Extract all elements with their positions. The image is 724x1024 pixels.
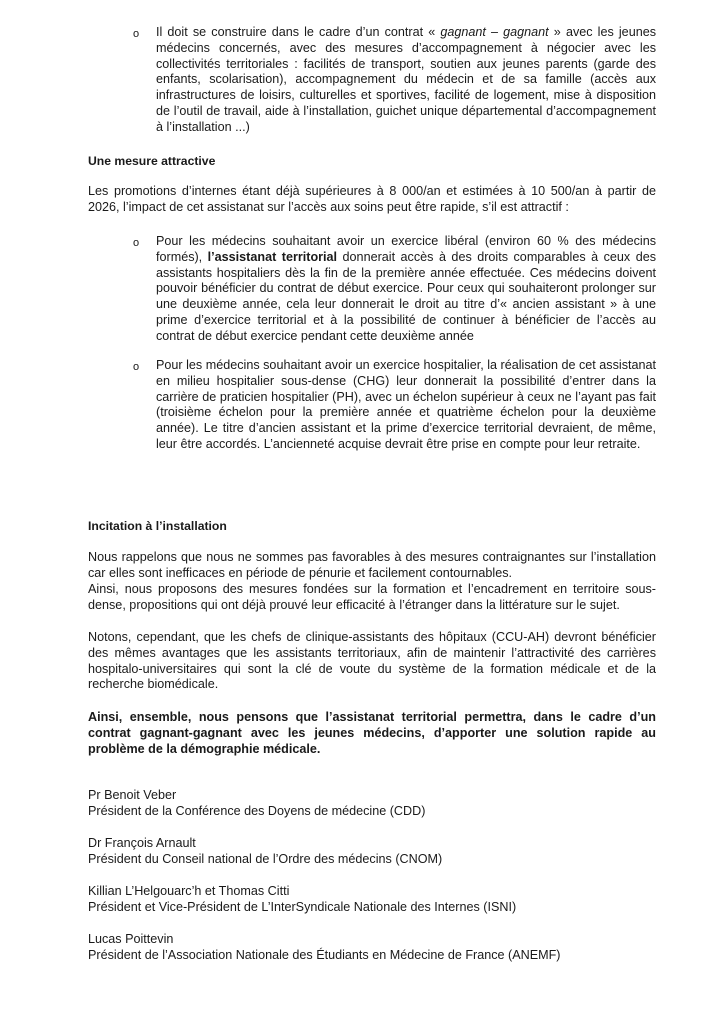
signatory-name: Dr François Arnault [88,836,196,850]
paragraph-ainsi: Ainsi, nous proposons des mesures fondées sur la formation et l’encadrement en territoire sous-dense, propositions qui ont déjà prouvé leur efficacité à l’étranger dans la littérature sur le sujet. [88,582,656,612]
signatory-name: Pr Benoit Veber [88,788,177,802]
bullet-liberal [156,234,656,345]
bullet-italic-text: gagnant – gagnant [440,25,549,39]
signatory-block [88,932,688,964]
signatory-role: Président de l’Association Nationale des Étudiants en Médecine de France (ANEMF) [88,947,561,962]
bullet-marker: o [133,28,140,40]
signatory-role: Président du Conseil national de l’Ordre des médecins (CNOM) [88,851,443,866]
bullet-marker: o [133,237,140,249]
signatory-name: Lucas Poittevin [88,932,174,946]
bullet-text: donnerait accès à des droits comparables à ceux des assistants hospitaliers dès la fin de la première année effectuée. Ces médecins doivent pouvoir bénéficier du contrat de début exercice. Pour ceux qui souhaiteront prolonger sur une deuxième année, cela leur donnerait le droit au titre d’« ancien assistant » à une prime d’exercice territorial et à la possibilité de continuer à bénéficier de l’accès au contrat de début exercice pendant cette deuxième année [156,249,656,343]
paragraph-rappel: Nous rappelons que nous ne sommes pas favorables à des mesures contraignantes sur l’installation car elles sont inefficaces en période de pénurie et facilement contournables. [88,550,656,580]
bullet-contract [156,25,656,136]
signatory-name: Killian L’Helgouarc’h et Thomas Citti [88,884,290,898]
bullet-text: Il doit se construire dans le cadre d’un contrat « [156,25,441,39]
signatory-role: Président et Vice-Président de L’InterSyndicale Nationale des Internes (ISNI) [88,899,517,914]
signatory-block [88,836,688,868]
bullet-bold-text: l’assistanat territorial [207,249,338,264]
paragraph-conclusion: Ainsi, ensemble, nous pensons que l’assistanat territorial permettra, dans le cadre d’un contrat gagnant-gagnant avec les jeunes médecins, d’apporter une solution rapide au problème de la démographie médicale. [88,710,656,756]
paragraph-intro: Les promotions d’internes étant déjà supérieures à 8 000/an et estimées à 10 500/an à partir de 2026, l’impact de cet assistanat sur l’accès aux soins peut être rapide, s’il est attractif : [88,184,656,214]
bullet-text: Pour les médecins souhaitant avoir un exercice libéral (environ 60 % des médecins formés), [156,234,656,264]
bullet-marker: o [133,361,140,373]
signatory-block [88,884,688,916]
bullet-hospitalier: Pour les médecins souhaitant avoir un exercice hospitalier, la réalisation de cet assistanat en milieu hospitalier sous-dense (CHG) leur donnerait la possibilité d’entrer dans la carrière de praticien hospitalier (PH), avec un échelon supérieur à ceux ne l’ayant pas fait (troisième échelon pour la première année et quatrième échelon pour la deuxième année). Le titre d’ancien assistant et la prime d’exercice territorial devraient, de même, leur être accordés. L’ancienneté acquise devrait être prise en compte pour leur retraite. [156,358,656,451]
signatory-block [88,788,688,820]
section-heading-attractive: Une mesure attractive [88,154,216,168]
bullet-text: » avec les jeunes médecins concernés, avec des mesures d’accompagnement à négocier avec les collectivités territoriales : facilités de transport, soutien aux jeunes parents (garde des enfants, scolarisation), accompagnement du médecin et de sa famille (accès aux infrastructures de loisirs, culturelles et sportives, facilité de logement, mise à disposition de l’outil de travail, aide à l’installation, guichet unique départemental d’accompagnement à l’installation ...) [156,25,656,134]
paragraph-notons: Notons, cependant, que les chefs de clinique-assistants des hôpitaux (CCU-AH) devront bénéficier des mêmes avantages que les assistants territoriaux, afin de maintenir l’attractivité des carrières hospitalo-universitaires qui sont la clé de voute du système de la formation médicale et de la recherche biomédicale. [88,630,656,692]
section-heading-incitation: Incitation à l’installation [88,519,227,533]
signatory-role: Président de la Conférence des Doyens de médecine (CDD) [88,803,426,818]
